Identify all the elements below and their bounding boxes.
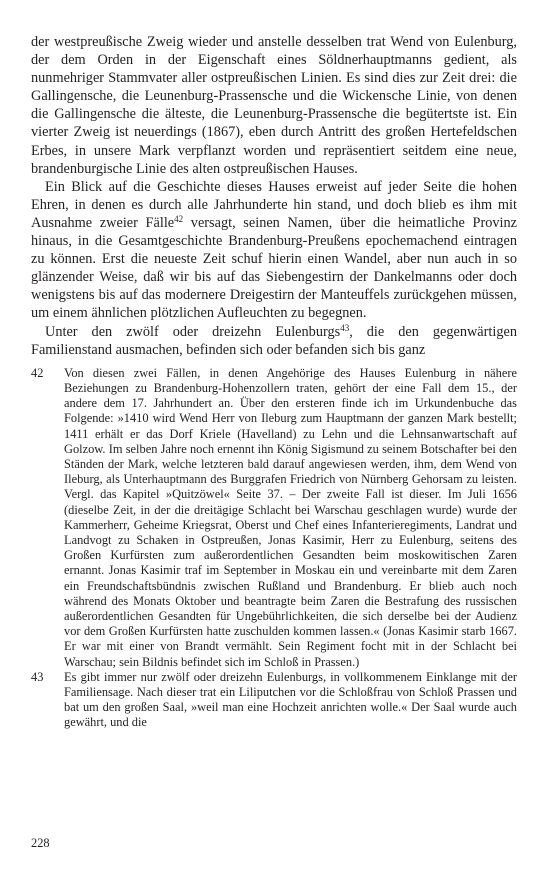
footnote-text: Es gibt immer nur zwölf oder dreizehn Eulenburgs, in vollkommenem Einklange mit der Familiensage. Nach dieser trat ein Liliputchen vor die Schloßfrau von Schloß Prassen und bat um den großen Saal, »weil man eine Hochzeit anrichten wolle.« Der Saal wurde auch gewährt, und die xyxy=(64,669,517,730)
footnote-42 xyxy=(31,366,517,670)
body-paragraph-2 xyxy=(31,178,517,323)
paragraph-text: Unter den zwölf oder dreizehn Eulenburgs xyxy=(45,323,341,340)
paragraph-text: versagt, seinen Namen, über die heimatliche Provinz hinaus, in die Gesamtgeschichte Brandenburg-Preußens epochemachend eintragen zu können. Erst die neueste Zeit schuf hierin einen Wandel, aber nun auch in so glänzender Weise, daß wir bis auf das Siebengestirn der Dankelmanns oder doch wenigstens bis auf das modernere Dreigestirn der Manteuffels zurückgehen müssen, um einem ähnlichen plötzlichen Aufleuchten zu begegnen. xyxy=(31,214,517,322)
body-paragraph-1 xyxy=(31,33,517,178)
footnote-number: 43 xyxy=(31,669,44,684)
body-paragraph-3 xyxy=(31,323,517,359)
footnote-reference-42[interactable]: 42 xyxy=(174,213,184,224)
page-content xyxy=(31,33,517,731)
paragraph-text: der westpreußische Zweig wieder und anstelle desselben trat Wend von Eulenburg, der dem Orden in der Eigenschaft eines Söldnerhauptmanns gedient, als nunmehriger Stammvater aller ostpreußischen Linien. Es sind dies zur Zeit drei: die Gallingensche, die Leunenburg-Prassensche und die Wickensche Linie, von denen die Gallingensche die älteste, die Leunenburg-Prassensche die begütertste ist. Ein vierter Zweig ist neuerdings (1867), eben durch Antritt des großen Hertefeldschen Erbes, in unsere Mark verpflanzt worden und repräsentiert seitdem eine neue, brandenburgische Linie des alten ostpreußischen Hauses. xyxy=(31,34,517,177)
paragraph-text: Ein Blick auf die Geschichte dieses Hauses erweist auf jeder Seite die hohen Ehren, in denen es durch alle Jahrhunderte hin stand, und doch blieb es ihm mit Ausnahme zweier Fälle xyxy=(31,178,517,231)
footnotes xyxy=(31,366,517,731)
footnote-number: 42 xyxy=(31,365,44,380)
paragraph-text: , die den gegenwärtigen Familienstand ausmachen, befinden sich oder befanden sich bis ganz xyxy=(31,323,517,358)
footnote-text: Von diesen zwei Fällen, in denen Angehörige des Hauses Eulenburg in nähere Beziehungen zu Brandenburg-Hohenzollern traten, gehört der eine Fall dem 15., der andere dem 17. Jahrhundert an. Über den ersteren finde ich im Urkundenbuche das Folgende: »1410 wird Wend Herr von Ileburg zum Hauptmann der ganzen Mark bestellt; 1411 erhält er das Dorf Kriele (Havelland) zu Lehn und die Lehnsanwartschaft auf Golzow. Im selben Jahre noch ernennt ihn König Sigismund zu seinem Botschafter bei den Ständen der Mark, welche letzteren bald darauf angewiesen werden, ihm, dem Wend von Ileburg, als Unterhauptmann des Burggrafen Friedrich von Nürnberg Gehorsam zu leisten. Vergl. das Kapitel »Quitzöwel« Seite 37. – Der zweite Fall ist dieser. Im Juli 1656 (dieselbe Zeit, in der die dreitägige Schlacht bei Warschau geschlagen wurde) wurde der Kammerherr, Geheime Kriegsrat, Oberst und Chef eines Infanterieregiments, Landrat und Landvogt zu Schaken in Ostpreußen, Jonas Kasimir, Herr zu Eulenburg, seitens des Großen Kurfürsten zum außerordentlichen Gesandten beim moskowitischen Zaren ernannt. Jonas Kasimir traf im September in Moskau ein und vereinbarte mit dem Zaren ein Freundschaftsbündnis zwischen Rußland und Brandenburg. Er blieb auch noch während des Monats Oktober und beantragte beim Zaren die Bestrafung des russischen außerordentlichen Gesandten für Ungebührlichkeiten, die sich derselbe bei der Audienz vor dem Großen Kurfürsten hatte zuschulden kommen lassen.« (Jonas Kasimir starb 1667. Er war mit einer von Brandt vermählt. Sein Regiment focht mit in der Schlacht bei Warschau; sein Bildnis befindet sich im Schloß in Prassen.) xyxy=(64,365,517,669)
page-number: 228 xyxy=(31,836,50,850)
footnote-reference-43[interactable]: 43 xyxy=(340,322,350,333)
footnote-43 xyxy=(31,670,517,731)
